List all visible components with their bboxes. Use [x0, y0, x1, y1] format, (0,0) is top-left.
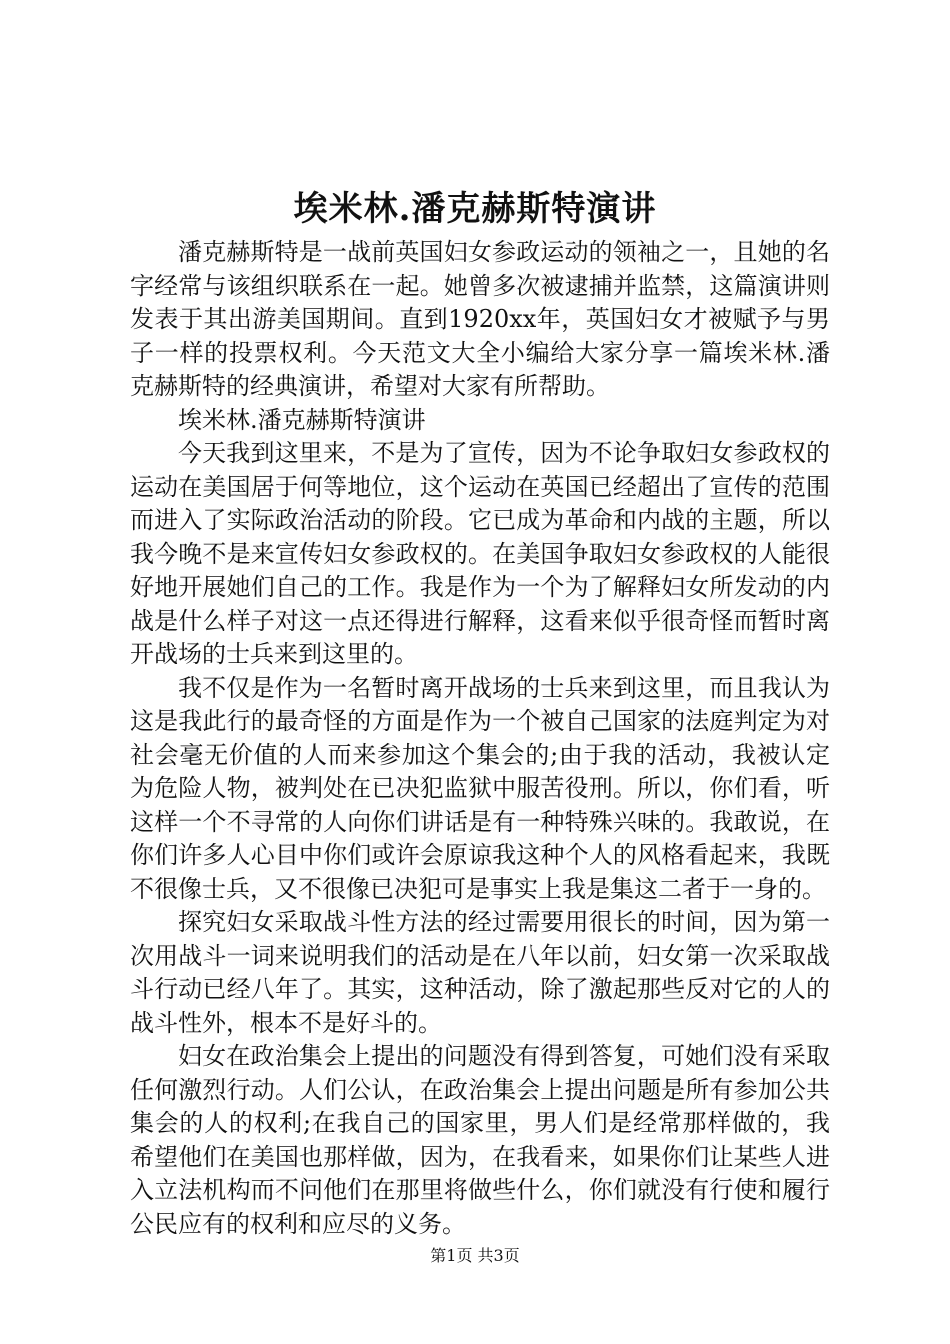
paragraph-3: 探究妇女采取战斗性方法的经过需要用很长的时间，因为第一次用战斗一词来说明我们的活动是在八年以前，妇女第一次采取战斗行动已经八年了。其实，这种活动，除了激起那些反对它的人的战斗性外，根本不是好斗的。 — [130, 908, 830, 1037]
page-number-footer: 第1页 共3页 — [430, 1246, 520, 1265]
document-body — [130, 236, 830, 1241]
paragraph-1: 今天我到这里来，不是为了宣传，因为不论争取妇女参政权的运动在美国居于何等地位，这个运动在英国已经超出了宣传的范围而进入了实际政治活动的阶段。它已成为革命和内战的主题，所以我今晚不是来宣传妇女参政权的。在美国争取妇女参政权的人能很好地开展她们自己的工作。我是作为一个为了解释妇女所发动的内战是什么样子对这一点还得进行解释，这看来似乎很奇怪而暂时离开战场的士兵来到这里的。 — [130, 439, 830, 668]
paragraph-subtitle: 埃米林.潘克赫斯特演讲 — [178, 405, 426, 434]
paragraph-4: 妇女在政治集会上提出的问题没有得到答复，可她们没有采取任何激烈行动。人们公认，在政治集会上提出问题是所有参加公共集会的人的权利;在我自己的国家里，男人们是经常那样做的，我希望他们在美国也那样做，因为，在我看来，如果你们让某些人进入立法机构而不问他们在那里将做些什么，你们就没有行使和履行公民应有的权利和应尽的义务。 — [130, 1042, 830, 1238]
paragraph-2: 我不仅是作为一名暂时离开战场的士兵来到这里，而且我认为这是我此行的最奇怪的方面是作为一个被自己国家的法庭判定为对社会毫无价值的人而来参加这个集会的;由于我的活动，我被认定为危险人物，被判处在已决犯监狱中服苦役刑。所以，你们看，听这样一个不寻常的人向你们讲话是有一种特殊兴味的。我敢说，在你们许多人心目中你们或许会原谅我这种个人的风格看起来，我既不很像士兵，又不很像已决犯可是事实上我是集这二者于一身的。 — [130, 673, 830, 903]
document-title: 埃米林.潘克赫斯特演讲 — [293, 189, 657, 229]
paragraph-intro: 潘克赫斯特是一战前英国妇女参政运动的领袖之一，且她的名字经常与该组织联系在一起。她曾多次被逮捕并监禁，这篇演讲则发表于其出游美国期间。直到1920xx年，英国妇女才被赋予与男子一样的投票权利。今天范文大全小编给大家分享一篇埃米林.潘克赫斯特的经典演讲，希望对大家有所帮助。 — [130, 238, 830, 400]
